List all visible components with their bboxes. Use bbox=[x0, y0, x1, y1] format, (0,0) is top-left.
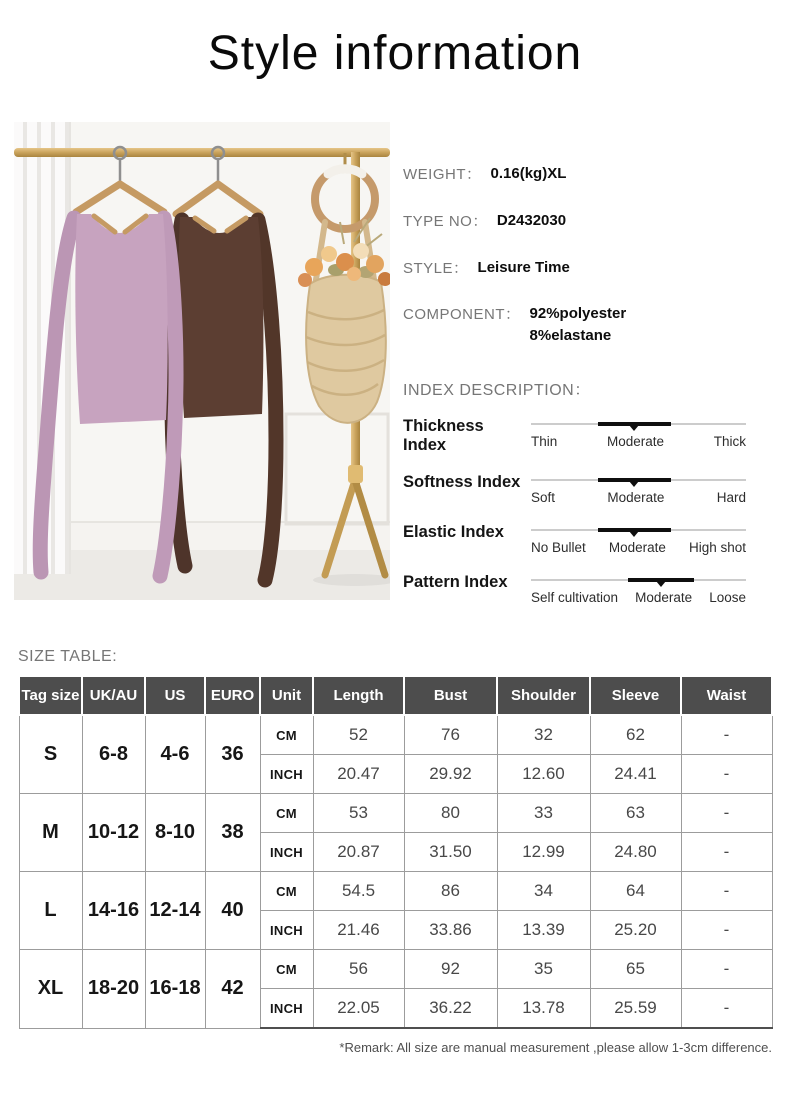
elastic-high-label: High shot bbox=[688, 539, 746, 555]
type-no-value: D2432030 bbox=[496, 211, 567, 229]
elastic-mid-label: Moderate bbox=[608, 539, 666, 555]
thickness-scale bbox=[531, 416, 746, 449]
elastic-scale-bar bbox=[531, 527, 746, 536]
style-value: Leisure Time bbox=[477, 258, 570, 276]
tag-size-m: M bbox=[19, 794, 82, 872]
table-row-m-inch: INCH 20.87 31.50 12.99 24.80 - bbox=[19, 833, 772, 872]
product-photo bbox=[14, 122, 390, 600]
index-row-elastic bbox=[403, 522, 776, 555]
col-euro: EURO bbox=[205, 676, 260, 715]
pattern-scale-fill bbox=[628, 578, 695, 582]
table-row-s-cm: S 6-8 4-6 36 CM 52 76 32 62 - bbox=[19, 715, 772, 755]
weight-label: WEIGHT： bbox=[403, 166, 482, 183]
softness-scale-bar bbox=[531, 477, 746, 486]
scale-marker-icon bbox=[629, 531, 639, 537]
elastic-index-label: Elastic Index bbox=[403, 522, 504, 541]
softness-scale bbox=[531, 472, 746, 505]
detail-type-no bbox=[403, 210, 776, 232]
table-row-m-cm: M 10-12 8-10 38 CM 53 80 33 63 - bbox=[19, 794, 772, 833]
page-title: Style information bbox=[207, 27, 583, 80]
thickness-low-label: Thin bbox=[531, 433, 558, 449]
pattern-low-label: Self cultivation bbox=[531, 589, 619, 605]
pattern-mid-label: Moderate bbox=[635, 589, 693, 605]
type-no-label: TYPE NO： bbox=[403, 212, 488, 230]
col-us: US bbox=[145, 676, 205, 715]
table-row-l-inch: INCH 21.46 33.86 13.39 25.20 - bbox=[19, 911, 772, 950]
thickness-scale-fill bbox=[598, 422, 671, 426]
col-shoulder: Shoulder bbox=[497, 676, 590, 715]
size-remark: *Remark: All size are manual measurement ,please allow 1-3cm difference. bbox=[339, 1040, 772, 1055]
softness-scale-fill bbox=[598, 478, 671, 482]
tag-size-xl: XL bbox=[19, 950, 82, 1029]
tag-size-l: L bbox=[19, 872, 82, 950]
pattern-index-label: Pattern Index bbox=[403, 572, 508, 591]
pattern-scale-bar bbox=[531, 577, 746, 586]
col-bust: Bust bbox=[404, 676, 497, 715]
elastic-scale bbox=[531, 522, 746, 555]
scale-marker-icon bbox=[629, 481, 639, 487]
component-value bbox=[530, 303, 627, 347]
elastic-scale-fill bbox=[598, 528, 671, 532]
top-section bbox=[14, 122, 776, 622]
thickness-index-label: Thickness Index bbox=[403, 416, 484, 454]
component-line1: 92%polyester bbox=[529, 305, 627, 323]
softness-index-label: Softness Index bbox=[403, 472, 521, 491]
index-row-thickness bbox=[403, 416, 776, 455]
col-length: Length bbox=[313, 676, 404, 715]
component-line2: 8%elastane bbox=[529, 327, 612, 344]
thickness-mid-label: Moderate bbox=[606, 433, 665, 449]
col-unit: Unit bbox=[260, 676, 313, 715]
softness-low-label: Soft bbox=[531, 489, 556, 505]
table-row-xl-inch: INCH 22.05 36.22 13.78 25.59 - bbox=[19, 989, 772, 1029]
tag-size-s: S bbox=[19, 715, 82, 794]
table-row-xl-cm: XL 18-20 16-18 42 CM 56 92 35 65 - bbox=[19, 950, 772, 989]
index-row-pattern bbox=[403, 572, 776, 605]
product-photo-illustration bbox=[14, 122, 390, 600]
table-row-l-cm: L 14-16 12-14 40 CM 54.5 86 34 64 - bbox=[19, 872, 772, 911]
softness-high-label: Hard bbox=[716, 489, 746, 505]
detail-component bbox=[403, 303, 776, 347]
scale-marker-icon bbox=[629, 425, 639, 431]
index-description-heading: INDEX DESCRIPTION： bbox=[403, 381, 591, 399]
component-label: COMPONENT： bbox=[403, 306, 521, 324]
col-sleeve: Sleeve bbox=[590, 676, 681, 715]
col-tag-size: Tag size bbox=[19, 676, 82, 715]
table-row-s-inch: INCH 20.47 29.92 12.60 24.41 - bbox=[19, 755, 772, 794]
softness-mid-label: Moderate bbox=[607, 489, 665, 505]
detail-weight bbox=[403, 163, 776, 185]
weight-value: 0.16(kg)XL bbox=[490, 165, 567, 182]
style-label: STYLE： bbox=[403, 259, 469, 277]
elastic-low-label: No Bullet bbox=[531, 539, 586, 555]
pattern-high-label: Loose bbox=[709, 589, 746, 605]
index-row-softness bbox=[403, 472, 776, 505]
pattern-scale bbox=[531, 572, 746, 605]
thickness-scale-bar bbox=[531, 421, 746, 430]
scale-marker-icon bbox=[656, 581, 666, 587]
table-header-row bbox=[19, 676, 772, 715]
col-waist: Waist bbox=[681, 676, 772, 715]
size-table-heading: SIZE TABLE: bbox=[18, 648, 118, 665]
thickness-high-label: Thick bbox=[713, 433, 746, 449]
detail-style bbox=[403, 257, 776, 279]
col-uk-au: UK/AU bbox=[82, 676, 145, 715]
product-info bbox=[403, 122, 776, 622]
size-table bbox=[18, 675, 773, 1029]
size-table-section bbox=[18, 648, 772, 1055]
